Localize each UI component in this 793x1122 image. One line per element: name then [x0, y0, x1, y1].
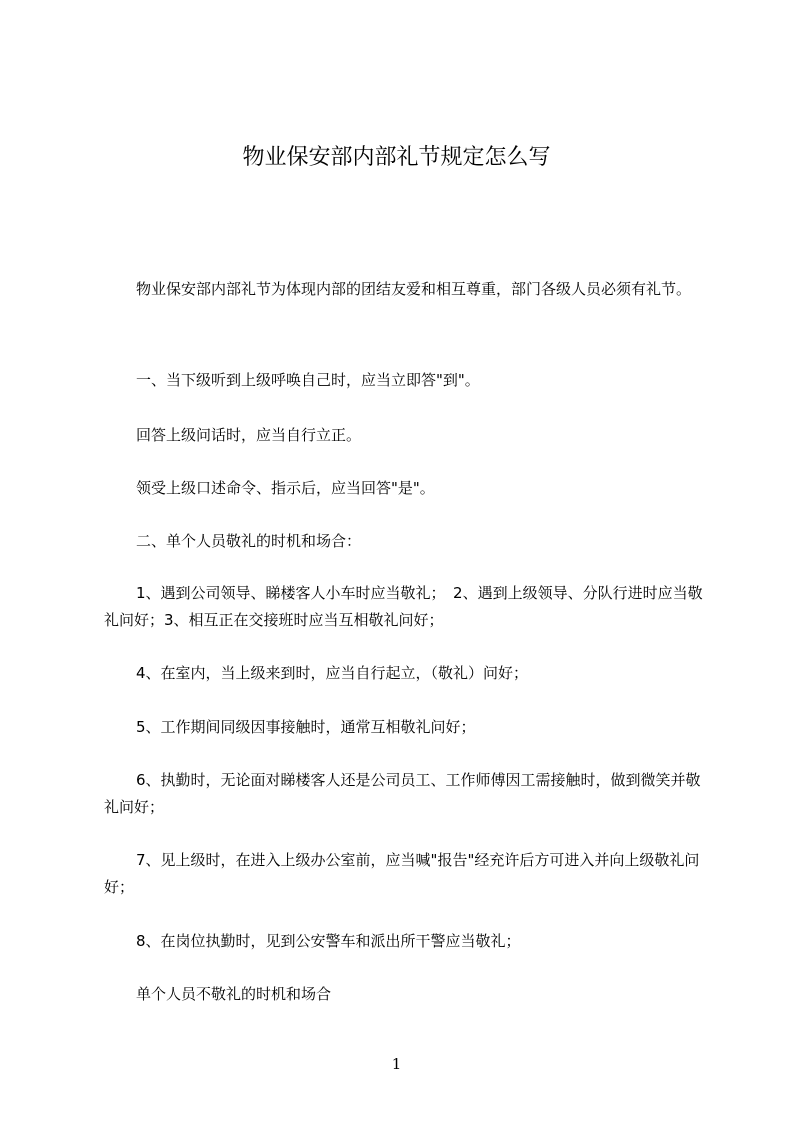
- paragraph-item-5: 5、工作期间同级因事接触时，通常互相敬礼问好；: [136, 718, 476, 736]
- page-number: 1: [391, 1055, 402, 1073]
- paragraph-rule-1c: 领受上级口述命令、指示后，应当回答"是"。: [136, 479, 435, 497]
- paragraph-item-7: 7、见上级时，在进入上级办公室前，应当喊"报告"经充许后方可进入并向上级敬礼问好；: [104, 851, 700, 896]
- paragraph-item-1-3: 1、遇到公司领导、睇楼客人小车时应当敬礼； 2、遇到上级领导、分队行进时应当敬礼问好；3、相互正在交接班时应当互相敬礼问好；: [104, 584, 703, 629]
- document-title: 物业保安部内部礼节规定怎么写: [242, 145, 551, 170]
- paragraph-item-8: 8、在岗位执勤时，见到公安警车和派出所干警应当敬礼；: [136, 932, 521, 950]
- paragraph-section-2: 二、单个人员敬礼的时机和场合：: [136, 532, 362, 550]
- paragraph-no-salute: 单个人员不敬礼的时机和场合: [136, 985, 332, 1003]
- paragraph-rule-1: 一、当下级听到上级呼唤自己时，应当立即答"到"。: [136, 371, 480, 389]
- paragraph-intro: 物业保安部内部礼节为体现内部的团结友爱和相互尊重，部门各级人员必须有礼节。: [136, 280, 692, 298]
- paragraph-item-4: 4、在室内，当上级来到时，应当自行起立，（敬礼）问好；: [136, 664, 529, 682]
- paragraph-rule-1b: 回答上级问话时，应当自行立正。: [136, 426, 362, 444]
- paragraph-item-6: 6、执勤时，无论面对睇楼客人还是公司员工、工作师傅因工需接触时，做到微笑并敬礼问好；: [104, 771, 701, 816]
